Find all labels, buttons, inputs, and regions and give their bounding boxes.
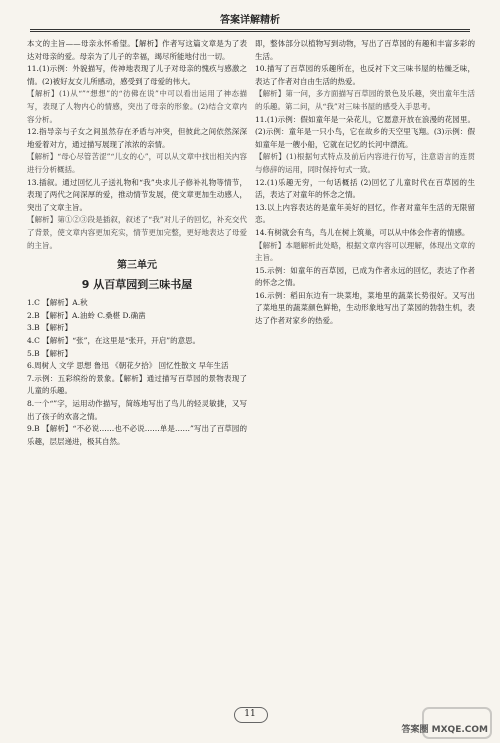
answer-text: 12.指导亲与子女之间虽然存在矛盾与冲突，但彼此之间依然深深地爱着对方，通过描写展现了浓浓的亲情。 bbox=[27, 127, 247, 149]
answer-text: 即，整体部分以植物写到动物，写出了百草园的有趣和丰富多彩的生活。 bbox=[255, 39, 475, 61]
analysis-text: 【解析】(1)根据句式特点及前后内容进行仿写，注意语言的连贯与修辞的运用，同时保持句式一致。 bbox=[255, 152, 475, 174]
answer-text: 13.插叙。通过回忆儿子送礼物和“我”央求儿子修补礼物等情节，表现了两代之间深厚的爱，推动情节发展，使文章更加生动感人，突出了文章主旨。 bbox=[27, 177, 247, 212]
answer-text: 10.描写了百草园的乐趣所在，也反衬下文三味书屋的枯燥乏味，表达了作者对自由生活的热爱。 bbox=[255, 64, 475, 86]
analysis-text: 【解析】第①②③段是插叙，叙述了“我”对儿子的回忆，补充交代了背景，使文章内容更加充实，情节更加完整，更好地表达了母爱的主旨。 bbox=[27, 215, 247, 250]
left-column bbox=[27, 38, 247, 448]
answer-text: 2.B 【解析】A.油蛉 C.桑椹 D.确凿 bbox=[27, 310, 146, 320]
answer-text: 15.示例：如童年的百草园，已成为作者永远的回忆，表达了作者的怀念之情。 bbox=[255, 265, 475, 288]
watermark-text: 答案圈 MXQE.COM bbox=[401, 725, 488, 735]
answer-text: 7.示例：五彩缤纷的景象。【解析】通过描写百草园的景物表现了儿童的乐趣。 bbox=[27, 373, 247, 396]
page-header bbox=[30, 9, 470, 30]
answer-text: 11.(1)示例：假如童年是一朵花儿，它愿意开放在浪漫的花园里。(2)示例：童年是一只小鸟，它在故乡的天空里飞翔。(3)示例：假如童年是一艘小船，它就在记忆的长河中漂流。 bbox=[255, 114, 475, 149]
answer-text: 14.有树就会有鸟，鸟儿在树上筑巢，可以从中体会作者的情感。 bbox=[255, 227, 470, 237]
analysis-text: 【解析】第一问，多方面描写百草园的景色及乐趣，突出童年生活的乐趣。第二问，从“我”对三味书屋的感受入手思考。 bbox=[255, 89, 475, 111]
answer-text: 11.(1)示例：外貌描写，传神地表现了儿子对母亲的愧疚与感激之情。(2)被好友女儿所感动，感受到了母爱的伟大。 bbox=[27, 64, 247, 86]
answer-text: 本文的主旨——母亲永怀希望。【解析】作者写这篇文章是为了表达对母亲的爱。母亲为了儿子的幸福，竭尽所能地付出一切。 bbox=[27, 39, 247, 61]
analysis-text: 【解析】“母心尽管苦涩”“儿女的心”，可以从文章中找出相关内容进行分析概括。 bbox=[27, 152, 247, 174]
header-rule bbox=[30, 31, 470, 32]
unit-title: 第三单元 bbox=[117, 260, 157, 272]
answer-text: 6.周树人 文学 思想 鲁迅 《朝花夕拾》 回忆性散文 早年生活 bbox=[27, 361, 229, 371]
answer-text: 8.一个“”字，运用动作描写，简练地写出了鸟儿的轻灵敏捷，又写出了孩子的欢喜之情。 bbox=[27, 399, 247, 421]
answer-text: 13.以上内容表达的是童年美好的回忆，作者对童年生活的无限留恋。 bbox=[255, 202, 475, 225]
lesson-title: 9 从百草园到三味书屋 bbox=[81, 277, 193, 291]
answer-text: 1.C 【解析】A.秋 bbox=[27, 298, 88, 308]
answer-text: 4.C 【解析】“张”，在这里是“张开，开启”的意思。 bbox=[27, 336, 201, 346]
answer-text: 5.B 【解析】 bbox=[27, 348, 73, 358]
header-title: 答案详解精析 bbox=[220, 15, 280, 26]
analysis-text: 【解析】(1)从“”“想想”的“彷佛在说”中可以看出运用了神态描写，表现了人物内心的情感，突出了母亲的形象。(2)结合文章内容分析。 bbox=[27, 89, 247, 124]
page-number: 11 bbox=[244, 709, 256, 719]
answer-text: 3.B 【解析】 bbox=[27, 323, 73, 333]
right-column bbox=[255, 38, 475, 328]
answer-text: 12.(1)乐趣无穷，一句话概括 (2)回忆了儿童时代在百草园的生活，表达了对童年的怀念之情。 bbox=[255, 177, 475, 200]
answer-text: 16.示例：稻田东边有一块菜地，菜地里的蔬菜长势很好。又写出了菜地里的蔬菜颜色鲜艳，生动形象地写出了菜园的勃勃生机，表达了作者对家乡的热爱。 bbox=[255, 290, 475, 326]
answer-text: 9.B 【解析】“不必说……也不必说……单是……”写出了百草园的乐趣，层层递进，极其自然。 bbox=[27, 424, 247, 446]
analysis-text: 【解析】本题解析此处略，根据文章内容可以理解，体现出文章的主旨。 bbox=[255, 240, 475, 263]
